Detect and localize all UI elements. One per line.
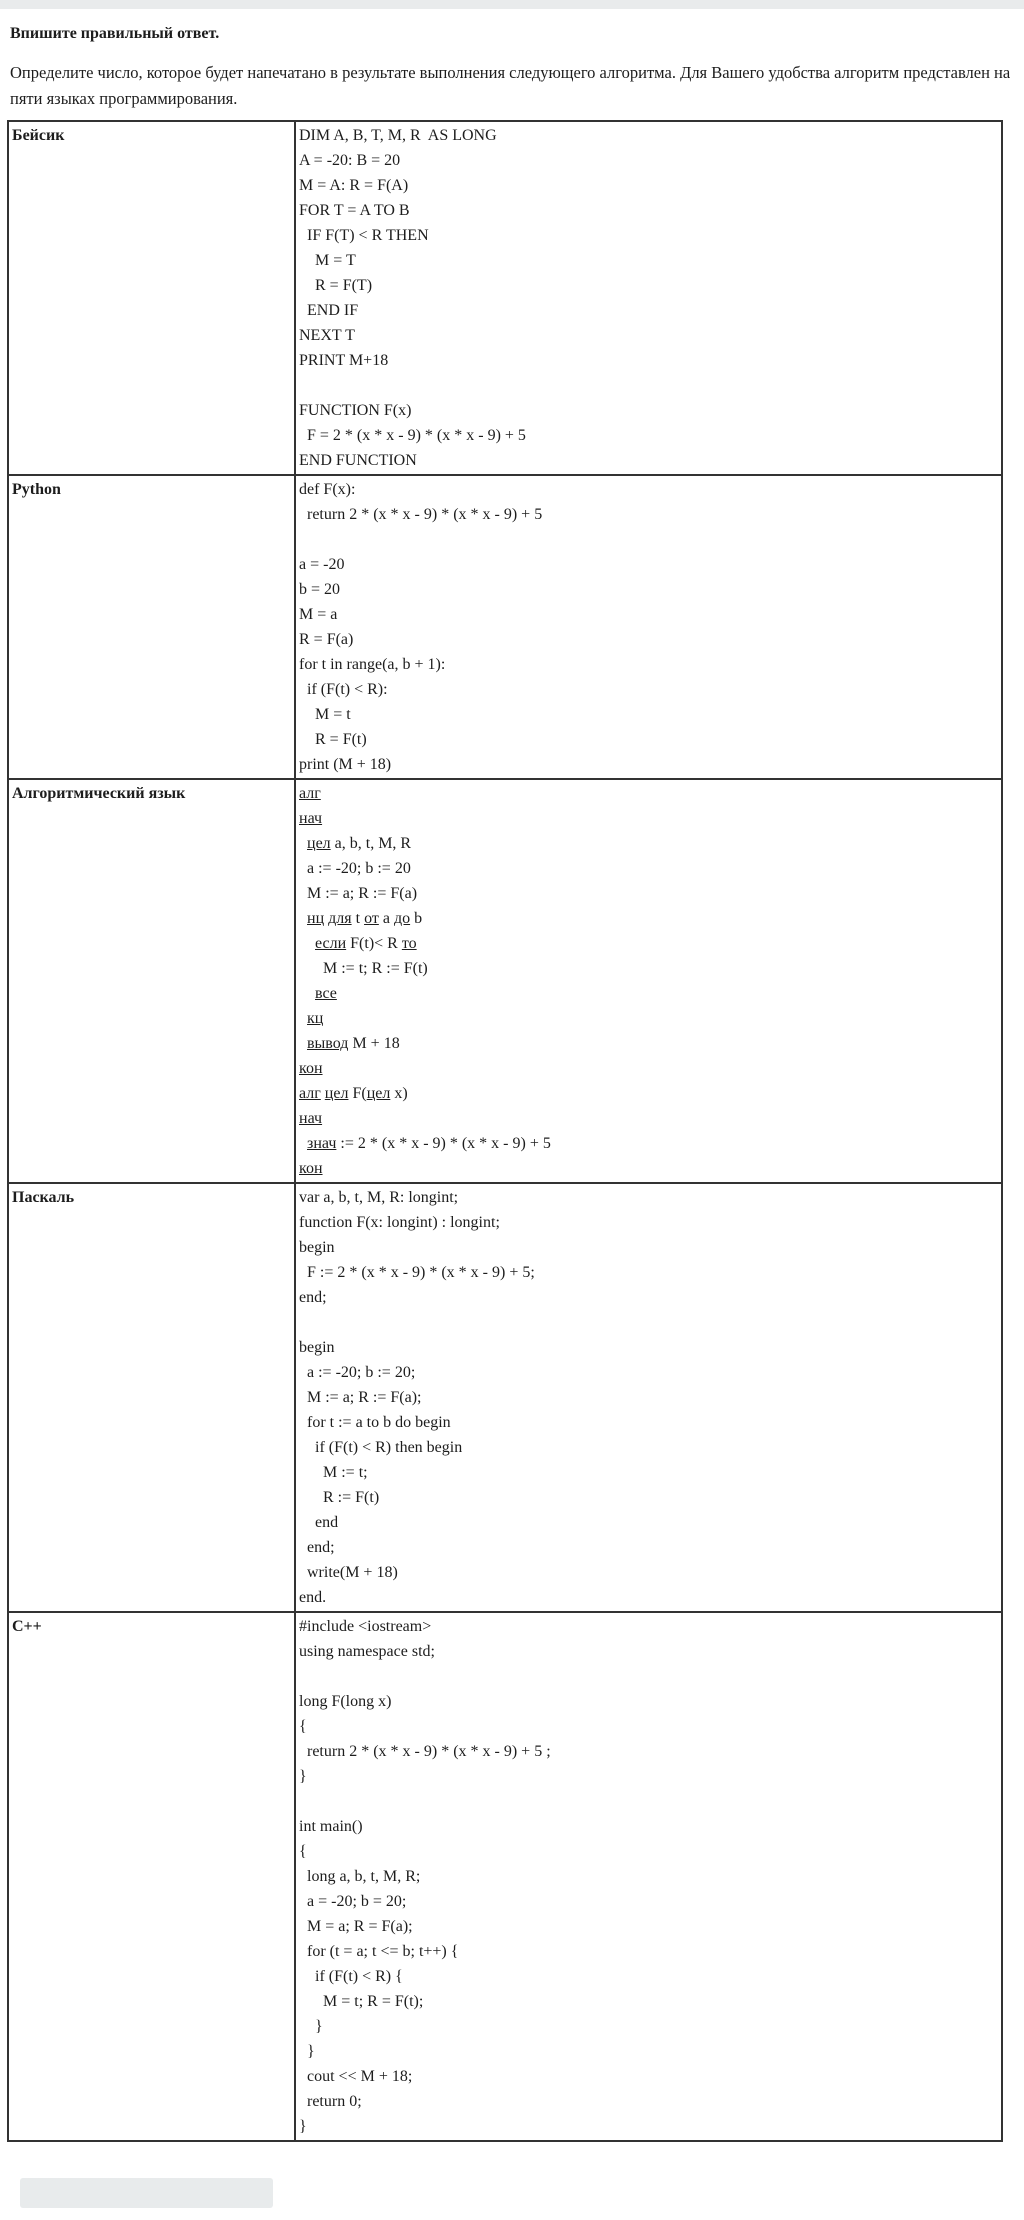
code-line: нач <box>299 810 323 827</box>
code-line: M := t; <box>299 1464 368 1481</box>
code-line: int main() <box>299 1818 363 1835</box>
code-line: R := F(t) <box>299 1489 380 1506</box>
language-label: Алгоритмический язык <box>8 779 295 1183</box>
code-line: FUNCTION F(x) <box>299 402 412 419</box>
code-line: M := a; R := F(a) <box>299 885 418 902</box>
code-line: END FUNCTION <box>299 452 417 469</box>
code-line <box>299 1310 998 1335</box>
code-line: end. <box>299 1589 327 1606</box>
code-line: нач <box>299 1110 323 1127</box>
code-line: print (M + 18) <box>299 756 392 773</box>
code-line: if (F(t) < R) { <box>299 1968 403 1985</box>
table-row <box>8 1612 1002 2141</box>
language-label: Python <box>8 475 295 779</box>
code-line: M = t; R = F(t); <box>299 1993 424 2010</box>
code-line: return 2 * (x * x - 9) * (x * x - 9) + 5 ; <box>299 1743 551 1760</box>
code-line: a = -20; b = 20; <box>299 1893 407 1910</box>
code-line: if (F(t) < R): <box>299 681 388 698</box>
code-line: } <box>299 2018 323 2035</box>
code-line: знач := 2 * (x * x - 9) * (x * x - 9) + 5 <box>307 1135 551 1152</box>
code-line: if (F(t) < R) then begin <box>299 1439 463 1456</box>
code-line: R = F(a) <box>299 631 354 648</box>
language-label: Бейсик <box>8 121 295 475</box>
code-line: все <box>315 985 337 1002</box>
code-line: a := -20; b := 20 <box>299 860 411 877</box>
code-line: кц <box>307 1010 324 1027</box>
table-row <box>8 121 1002 475</box>
language-label: C++ <box>8 1612 295 2141</box>
code-line: cout << M + 18; <box>299 2068 413 2085</box>
code-line: { <box>299 1843 307 1860</box>
code-line: } <box>299 2043 315 2060</box>
code-line: using namespace std; <box>299 1643 435 1660</box>
prompt-text: Впишите правильный ответ. <box>10 25 220 42</box>
languages-table-body <box>8 121 1002 2141</box>
code-line: } <box>299 1768 307 1785</box>
answer-input[interactable] <box>20 2178 273 2208</box>
code-line: a := -20; b := 20; <box>299 1364 416 1381</box>
code-line: M = a; R = F(a); <box>299 1918 413 1935</box>
code-line: } <box>299 2118 307 2135</box>
code-block <box>295 779 1002 1183</box>
code-line: NEXT T <box>299 327 355 344</box>
code-line: A = -20: B = 20 <box>299 152 401 169</box>
task-description: Определите число, которое будет напечатано в результате выполнения следующего алгоритма. Для Вашего удобства алгоритм представлен на пяти языках программирования. <box>10 63 1011 108</box>
code-line: M := t; R := F(t) <box>299 960 428 977</box>
code-line: кон <box>299 1060 323 1077</box>
code-line: return 0; <box>299 2093 362 2110</box>
table-row <box>8 475 1002 779</box>
code-block <box>295 1612 1002 2141</box>
code-line: end; <box>299 1289 327 1306</box>
code-line: return 2 * (x * x - 9) * (x * x - 9) + 5 <box>299 506 543 523</box>
code-line: var a, b, t, M, R: longint; <box>299 1189 459 1206</box>
code-block <box>295 1183 1002 1612</box>
code-line: FOR T = A TO B <box>299 202 410 219</box>
table-row <box>8 1183 1002 1612</box>
top-strip <box>0 0 1024 9</box>
code-block <box>295 121 1002 475</box>
code-line: кон <box>299 1160 323 1177</box>
code-line: M := a; R := F(a); <box>299 1389 422 1406</box>
code-line <box>299 527 998 552</box>
code-line: { <box>299 1718 307 1735</box>
code-line: function F(x: longint) : longint; <box>299 1214 500 1231</box>
code-line: алг <box>299 785 321 802</box>
code-line: если F(t)< R то <box>315 935 417 952</box>
language-label: Паскаль <box>8 1183 295 1612</box>
code-line: long a, b, t, M, R; <box>299 1868 421 1885</box>
code-line: M = T <box>299 252 356 269</box>
code-line: IF F(T) < R THEN <box>299 227 429 244</box>
code-line: for t := a to b do begin <box>299 1414 451 1431</box>
code-block <box>295 475 1002 779</box>
table-row <box>8 779 1002 1183</box>
code-line: end <box>299 1514 339 1531</box>
code-line: begin <box>299 1339 335 1356</box>
code-line: R = F(t) <box>299 731 367 748</box>
code-line: F := 2 * (x * x - 9) * (x * x - 9) + 5; <box>299 1264 535 1281</box>
code-line: M = t <box>299 706 351 723</box>
code-line: for (t = a; t <= b; t++) { <box>299 1943 459 1960</box>
code-line: long F(long x) <box>299 1693 392 1710</box>
code-line: write(M + 18) <box>299 1564 398 1581</box>
code-line: END IF <box>299 302 359 319</box>
code-line: цел a, b, t, M, R <box>307 835 412 852</box>
code-line: DIM A, B, T, M, R AS LONG <box>299 127 497 144</box>
code-line: for t in range(a, b + 1): <box>299 656 446 673</box>
code-line: begin <box>299 1239 335 1256</box>
code-line: #include <iostream> <box>299 1618 432 1635</box>
task-page <box>0 25 1024 2208</box>
code-line: нц для t от a до b <box>307 910 423 927</box>
code-line: F = 2 * (x * x - 9) * (x * x - 9) + 5 <box>299 427 526 444</box>
code-line <box>299 1789 998 1814</box>
code-line: M = A: R = F(A) <box>299 177 409 194</box>
code-line: M = a <box>299 606 338 623</box>
code-line: b = 20 <box>299 581 341 598</box>
code-line <box>299 1664 998 1689</box>
code-line <box>299 373 998 398</box>
code-line: R = F(T) <box>299 277 373 294</box>
code-line: end; <box>299 1539 335 1556</box>
code-line: вывод M + 18 <box>307 1035 400 1052</box>
code-line: def F(x): <box>299 481 356 498</box>
code-line: PRINT M+18 <box>299 352 389 369</box>
languages-table <box>7 120 1003 2142</box>
code-line: a = -20 <box>299 556 345 573</box>
code-line: алг цел F(цел x) <box>299 1085 408 1102</box>
